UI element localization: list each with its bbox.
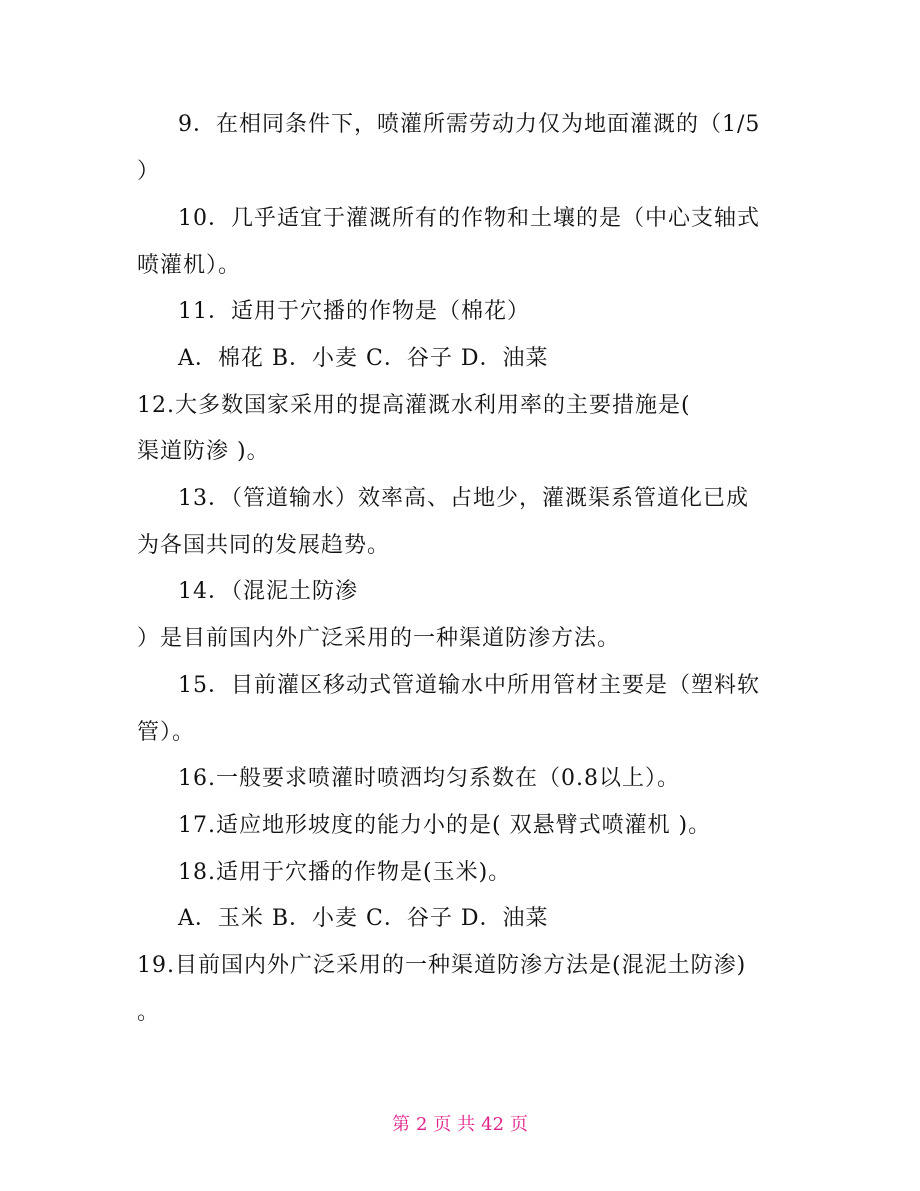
footer-prefix: 第 — [391, 1114, 410, 1135]
text-line: 13．（管道输水）效率高、占地少，灌溉渠系管道化已成 — [178, 486, 749, 511]
footer-middle: 页 共 — [433, 1114, 476, 1135]
text-line: 。 — [137, 1000, 161, 1025]
footer-total-pages: 42 — [481, 1114, 505, 1135]
text-line: 10．几乎适宜于灌溉所有的作物和土壤的是（中心支轴式 — [178, 206, 760, 231]
text-line: 16.一般要求喷灌时喷洒均匀系数在（0.8以上）。 — [178, 766, 680, 791]
text-line: ）是目前国内外广泛采用的一种渠道防渗方法。 — [137, 626, 621, 651]
text-line: 11．适用于穴播的作物是（棉花） — [178, 299, 530, 324]
text-line: 14．（混泥土防渗 — [178, 579, 358, 604]
page-footer — [0, 1112, 920, 1138]
text-line: A．玉米 B．小麦 C．谷子 D．油菜 — [178, 906, 549, 931]
text-line: 9．在相同条件下，喷灌所需劳动力仅为地面灌溉的（1/5 — [178, 112, 761, 137]
text-line: 17.适应地形坡度的能力小的是( 双悬臂式喷灌机 )。 — [178, 813, 712, 838]
text-line: 15．目前灌区移动式管道输水中所用管材主要是（塑料软 — [178, 673, 760, 698]
text-line: A．棉花 B．小麦 C．谷子 D．油菜 — [178, 346, 549, 371]
text-line: 渠道防渗 )。 — [137, 439, 270, 464]
footer-page-number: 2 — [415, 1114, 428, 1135]
text-line: 为各国共同的发展趋势。 — [137, 533, 391, 558]
text-line: ） — [137, 159, 161, 184]
text-line: 管）。 — [137, 720, 196, 745]
text-line: 12.大多数国家采用的提高灌溉水利用率的主要措施是( — [137, 393, 691, 418]
text-line: 喷灌机）。 — [137, 253, 242, 278]
footer-suffix: 页 — [510, 1114, 529, 1135]
text-line: 18.适用于穴播的作物是(玉米)。 — [178, 860, 512, 885]
text-line: 19.目前国内外广泛采用的一种渠道防渗方法是(混泥土防渗) — [137, 953, 747, 978]
